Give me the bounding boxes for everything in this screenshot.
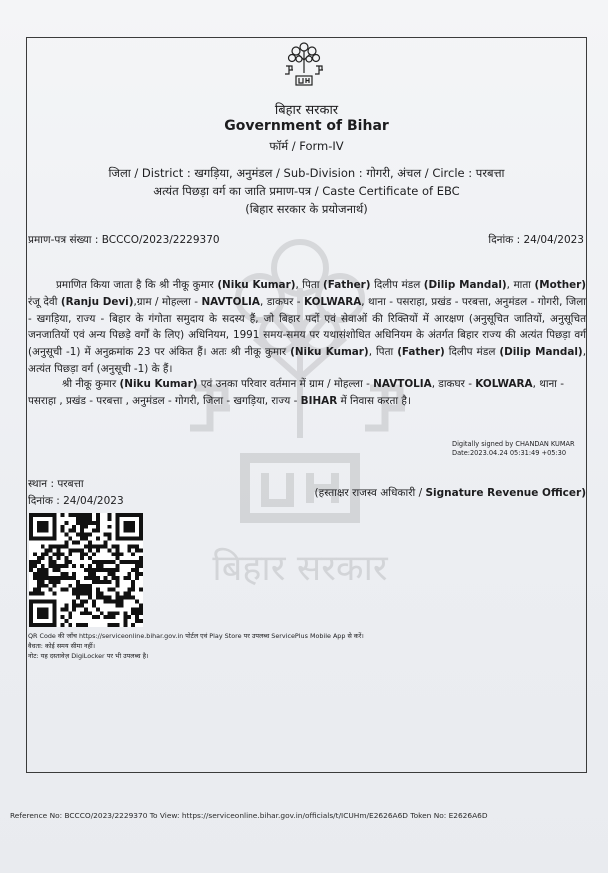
certificate-date-value: 24/04/2023: [523, 234, 584, 246]
text-run: , डाकघर -: [431, 378, 476, 390]
signature-label: [315, 486, 586, 500]
text-run: , पिता: [295, 279, 324, 291]
state-name: BIHAR: [300, 394, 338, 407]
reference-footer: Reference No: BCCCO/2023/2229370 To View: https://serviceonline.bihar.gov.in/officials/t/ICUHm/E2626A6D Token No: E2626A6D: [10, 811, 488, 820]
text-run: श्री नीकू कुमार: [62, 378, 120, 390]
form-label: फॉर्म / Form-IV: [269, 139, 344, 153]
text-run: दिलीप मंडल: [370, 279, 424, 291]
text-run: , पिता: [368, 346, 398, 359]
validity-note: वैधता: कोई समय सीमा नहीं।: [28, 642, 96, 650]
text-run: , अत्यंत पिछड़ा वर्ग (अनुसूची -1) के हैं।: [28, 346, 586, 375]
father-label-english: (Father): [323, 279, 371, 291]
text-run: ,ग्राम / मोहल्ला -: [133, 295, 202, 308]
mother-label-english: (Mother): [534, 279, 587, 291]
certificate-title: अत्यंत पिछड़ा वर्ग का जाति प्रमाण-पत्र / Caste Certificate of EBC: [153, 184, 460, 198]
village-name: NAVTOLIA: [201, 295, 260, 308]
certificate-date: [488, 233, 584, 247]
signature-label-english: Signature Revenue Officer): [425, 487, 586, 499]
text-run: में निवास करता है।: [337, 394, 411, 407]
village-name: NAVTOLIA: [373, 378, 432, 390]
govt-title-english: Government of Bihar: [224, 118, 389, 134]
certificate-number-value: BCCCO/2023/2229370: [101, 234, 220, 246]
post-office-name: KOLWARA: [303, 295, 362, 308]
qr-code: [29, 513, 143, 627]
father-label-english: (Father): [397, 346, 445, 359]
signature-label-hindi: (हस्ताक्षर राजस्व अधिकारी /: [314, 487, 426, 499]
text-run: , माता: [506, 279, 535, 291]
bihar-emblem-logo: [282, 40, 326, 90]
certificate-date-label: दिनांक :: [488, 234, 524, 246]
text-run: , थाना - पसराहा , प्रखंड - परबत्ता , अनुमंडल - गोगरी, जिला - खगड़िया, राज्य -: [28, 378, 565, 407]
watermark-text: बिहार सरकार: [212, 548, 388, 589]
name-english: (Niku Kumar): [119, 378, 198, 390]
text-run: , डाकघर -: [259, 295, 304, 308]
text-run: एवं उनका परिवार वर्तमान में ग्राम / मोहल्ला -: [197, 378, 374, 390]
certificate-number: [28, 233, 220, 247]
district-line: जिला / District : खगड़िया, अनुमंडल / Sub-Division : गोगरी, अंचल / Circle : परबत्ता: [108, 166, 505, 180]
govt-title-hindi: बिहार सरकार: [274, 103, 339, 118]
qr-notes: [28, 631, 364, 661]
issue-date: दिनांक : 24/04/2023: [28, 495, 124, 507]
digital-signature-date: Date:2023.04.24 05:31:49 +05:30: [452, 449, 567, 457]
digilocker-note: नोट: यह दस्तावेज़ DigiLocker पर भी उपलब्ध है।: [28, 652, 149, 660]
text-run: प्रमाणित किया जाता है कि श्री नीकू कुमार: [56, 279, 218, 291]
post-office-name: KOLWARA: [475, 378, 533, 390]
text-run: दिलीप मंडल: [444, 346, 500, 359]
father-name-english: (Dilip Mandal): [423, 279, 507, 291]
digital-signature-block: [452, 440, 575, 458]
qr-verify-note: QR Code की जाँच https://serviceonline.bihar.gov.in पोर्टल एवं Play Store पर उपलब्ध ServicePlus Mobile App से करें।: [28, 632, 364, 640]
issue-place: स्थान : परबत्ता: [28, 478, 84, 490]
mother-name-english: (Ranju Devi): [60, 295, 134, 308]
father-name-english: (Dilip Mandal): [499, 346, 583, 359]
name-english: (Niku Kumar): [290, 346, 369, 359]
certification-paragraph: [28, 277, 586, 378]
certificate-purpose: (बिहार सरकार के प्रयोजनार्थ): [245, 202, 368, 216]
certificate-number-label: प्रमाण-पत्र संख्या :: [28, 234, 102, 246]
text-run: रंजू देवी: [28, 295, 61, 308]
residence-paragraph: [28, 376, 586, 410]
text-run: , थाना - पसराहा, प्रखंड - परबत्ता, अनुमंडल - गोगरी, जिला - खगड़िया, राज्य - बिहार के गंगोता समुदाय के सदस्य हैं, जो बिहार पदों एवं सेवाओं की रिक्तियों में आरक्षण (अनुसूचित जातियों, अनुसूचित जनजातियों एवं अन्य पिछड़े वर्गों के लिए) अधिनियम, 1991 समय-समय पर यथासंशोधित अधिनियम के अंतर्गत बिहार राज्य की अत्यंत पिछड़ा वर्ग (अनुसूची -1) में अनुक्रमांक 23 पर अंकित हैं। अतः श्री नीकू कुमार: [28, 295, 586, 359]
digital-signature-signer: Digitally signed by CHANDAN KUMAR: [452, 440, 575, 448]
name-english: (Niku Kumar): [217, 279, 296, 291]
